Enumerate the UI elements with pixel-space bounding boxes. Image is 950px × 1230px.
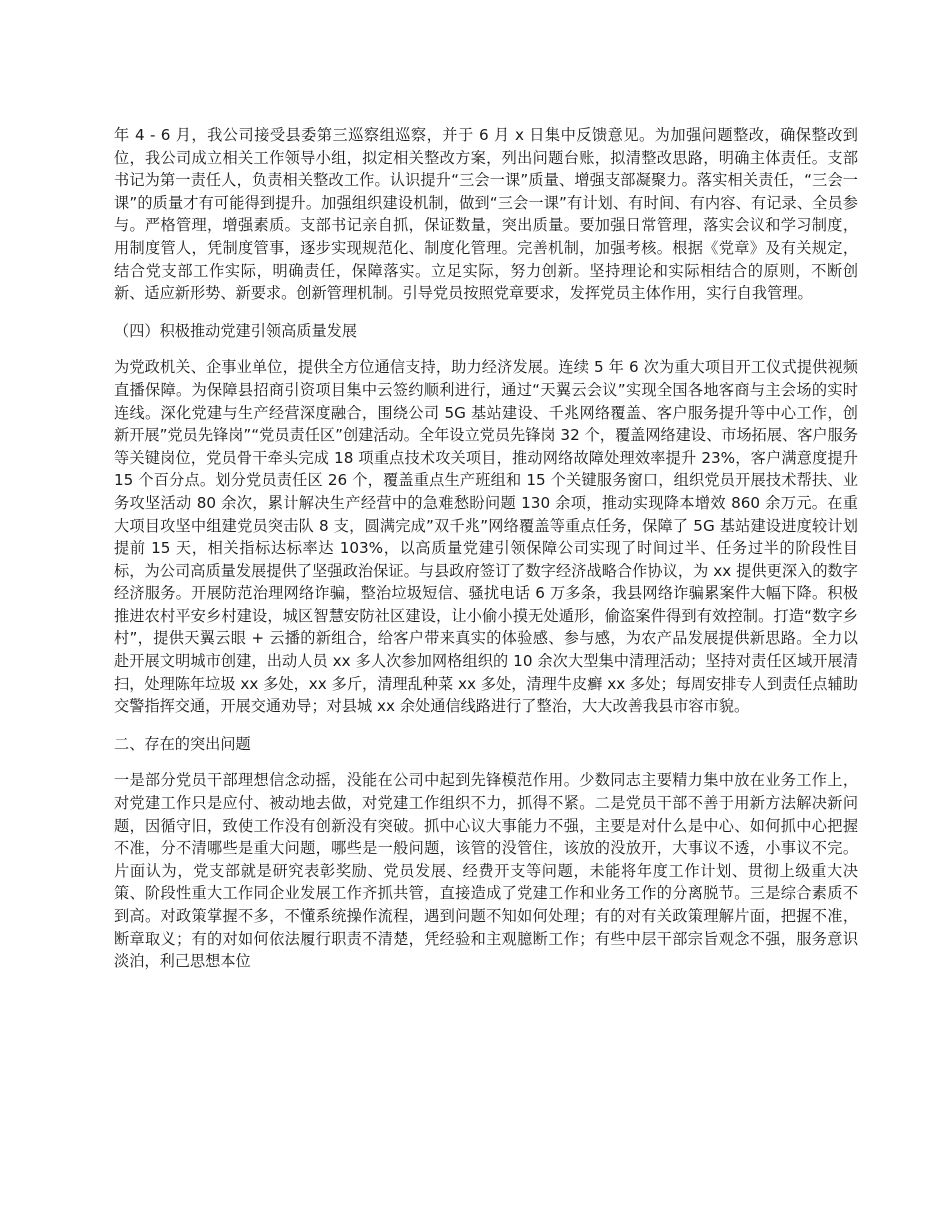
paragraph-problems: 一是部分党员干部理想信念动摇，没能在公司中起到先锋模范作用。少数同志主要精力集中放在业务工作上，对党建工作只是应付、被动地去做，对党建工作组织不力，抓得不紧。二是党员干部不善于用新方法解决新问题，因循守旧，致使工作没有创新没有突破。抓中心议大事能力不强，主要是对什么是中心、如何抓中心把握不准，分不清哪些是重大问题，哪些是一般问题，该管的没管住，该放的没放开，大事议不透，小事议不完。片面认为，党支部就是研究表彰奖励、党员发展、经费开支等问题，未能将年度工作计划、贯彻上级重大决策、阶段性重大工作同企业发展工作齐抓共管，直接造成了党建工作和业务工作的分离脱节。三是综合素质不到高。对政策掌握不多，不懂系统操作流程，遇到问题不知如何处理；有的对有关政策理解片面，把握不准，断章取义；有的对如何依法履行职责不清楚，凭经验和主观臆断工作；有些中层干部宗旨观念不强，服务意识淡泊，利己思想本位 — [114, 771, 858, 971]
paragraph-rectification: 年 4 - 6 月，我公司接受县委第三巡察组巡察，并于 6 月 x 日集中反馈意见。为加强问题整改，确保整改到位，我公司成立相关工作领导小组，拟定相关整改方案，列出问题台账，拟清整改思路，明确主体责任。支部书记为第一责任人，负责相关整改工作。认识提升“三会一课”质量、增强支部凝聚力。落实相关责任，“三会一课”的质量才有可能得到提升。加强组织建设机制，做到“三会一课”有计划、有时间、有内容、有记录、全员参与。严格管理，增强素质。支部书记亲自抓，保证数量，突出质量。要加强日常管理，落实会议和学习制度，用制度管人，凭制度管事，逐步实现规范化、制度化管理。完善机制，加强考核。根据《党章》及有关规定，结合党支部工作实际，明确责任，保障落实。立足实际，努力创新。坚持理论和实际相结合的原则，不断创新、适应新形势、新要求。创新管理机制。引导党员按照党章要求，发挥党员主体作用，实行自我管理。 — [114, 126, 858, 303]
paragraph-development: 为党政机关、企事业单位，提供全方位通信支持，助力经济发展。连续 5 年 6 次为重大项目开工仪式提供视频直播保障。为保障县招商引资项目集中云签约顺利进行，通过“天翼云会议”实现全国各地客商与主会场的实时连线。深化党建与生产经营深度融合，围绕公司 5G 基站建设、千兆网络覆盖、客户服务提升等中心工作，创新开展”党员先锋岗”“党员责任区”创建活动。全年设立党员先锋岗 32 个，覆盖网络建设、市场拓展、客户服务等关键岗位，党员骨干牵头完成 18 项重点技术攻关项目，推动网络故障处理效率提升 23%，客户满意度提升 15 个百分点。划分党员责任区 26 个，覆盖重点生产班组和 15 个关键服务窗口，组织党员开展技术帮扶、业务攻坚活动 80 余次，累计解决生产经营中的急难愁盼问题 130 余项，推动实现降本增效 860 余万元。在重大项目攻坚中组建党员突击队 8 支，圆满完成”双千兆”网络覆盖等重点任务，保障了 5G 基站建设进度较计划提前 15 天，相关指标达标率达 103%，以高质量党建引领保障公司实现了时间过半、任务过半的阶段性目标，为公司高质量发展提供了坚强政治保证。与县政府签订了数字经济战略合作协议，为 xx 提供更深入的数字经济服务。开展防范治理网络诈骗，整治垃圾短信、骚扰电话 6 万多条，我县网络诈骗累案件大幅下降。积极推进农村平安乡村建设，城区智慧安防社区建设，让小偷小摸无处遁形，偷盗案件得到有效控制。打造“数字乡村”，提供天翼云眼 + 云播的新组合，给客户带来真实的体验感、参与感，为农产品发展提供新思路。全力以赴开展文明城市创建，出动人员 xx 多人次参加网格组织的 10 余次大型集中清理活动；坚持对责任区域开展清扫，处理陈年垃圾 xx 多处，xx 多斤，清理乱种菜 xx 多处，清理牛皮癣 xx 多处；每周安排专人到责任点辅助交警指挥交通，开展交通劝导；对县城 xx 余处通信线路进行了整治，大大改善我县市容市貌。 — [114, 358, 858, 716]
section-heading-party-building: （四）积极推动党建引领高质量发展 — [114, 321, 357, 340]
section-heading-problems: 二、存在的突出问题 — [114, 734, 251, 753]
document-page — [114, 124, 858, 973]
